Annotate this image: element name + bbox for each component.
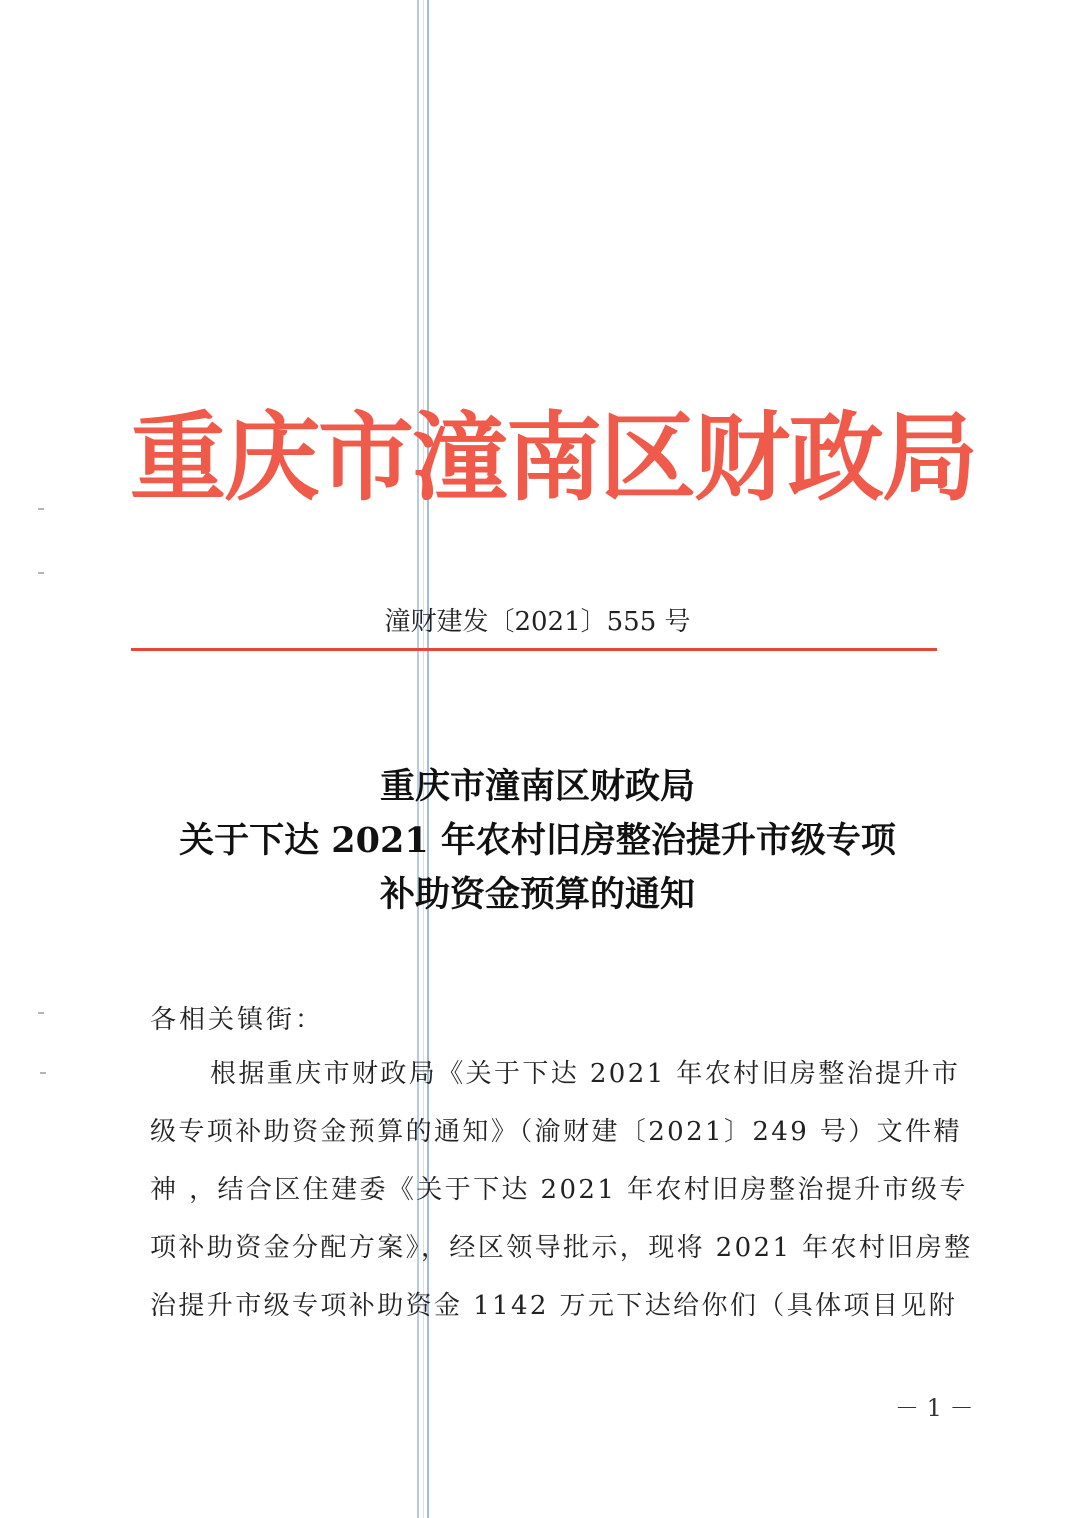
letterhead-agency-name: 重庆市潼南区财政局 <box>130 401 976 514</box>
body-line: 项补助资金分配方案》，经区领导批示，现将 2021 年农村旧房整 <box>150 1233 973 1263</box>
salutation: 各相关镇街： <box>150 1005 325 1035</box>
document-title <box>130 760 945 922</box>
document-title-line: 补助资金预算的通知 <box>379 874 695 915</box>
letterhead-red-rule <box>131 648 937 651</box>
page-number: － 1 － <box>895 1394 974 1422</box>
margin-mark <box>38 1012 44 1014</box>
body-line: 治提升市级专项补助资金 1142 万元下达给你们（具体项目见附 <box>150 1291 958 1321</box>
body-line: 根据重庆市财政局《关于下达 2021 年农村旧房整治提升市 <box>210 1059 961 1089</box>
margin-mark <box>40 1072 46 1074</box>
margin-mark <box>38 508 44 510</box>
document-title-line: 关于下达 2021 年农村旧房整治提升市级专项 <box>179 820 896 861</box>
document-number: 潼财建发〔2021〕555 号 <box>384 607 691 637</box>
body-line: 神 ，结合区住建委《关于下达 2021 年农村旧房整治提升市级专 <box>150 1175 968 1205</box>
margin-mark <box>38 572 44 574</box>
document-title-line: 重庆市潼南区财政局 <box>379 766 695 807</box>
body-paragraph <box>150 1045 973 1335</box>
body-line: 级专项补助资金预算的通知》（渝财建〔2021〕249 号）文件精 <box>150 1117 962 1147</box>
